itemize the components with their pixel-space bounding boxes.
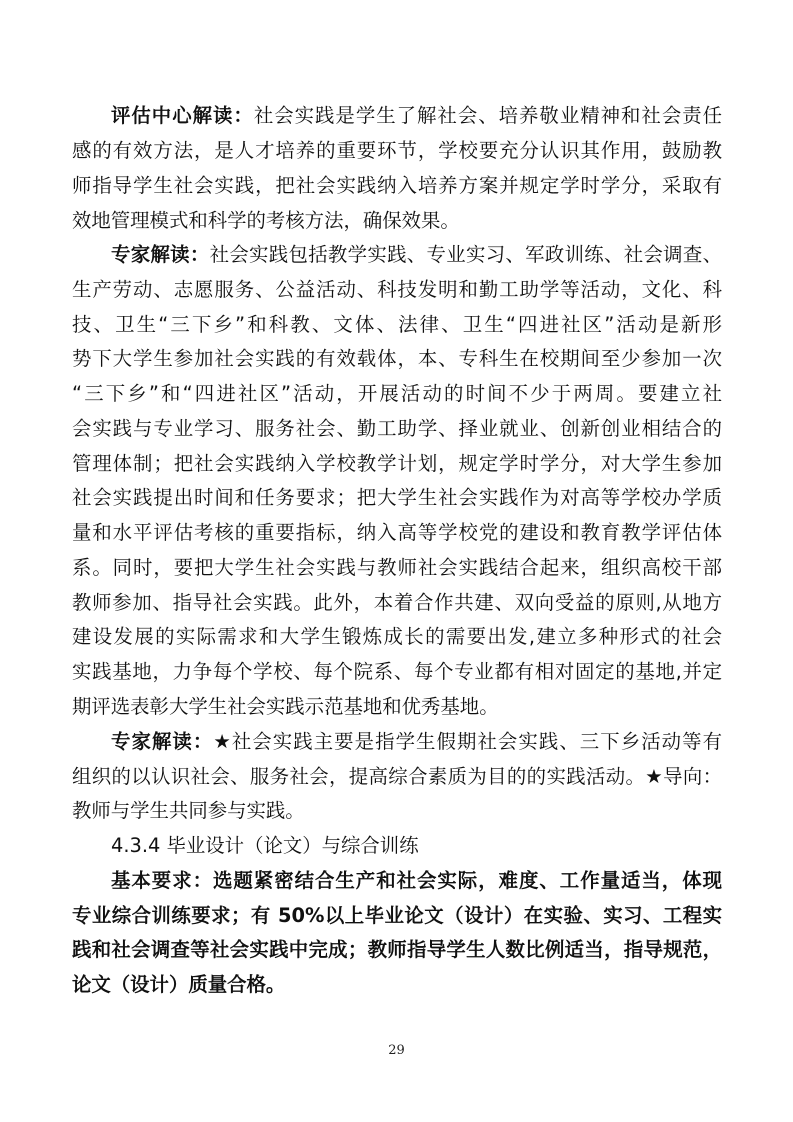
para2-line-6: 会实践与专业学习、服务社会、勤工助学、择业就业、创新创业相结合的 — [72, 417, 722, 440]
para2-label: 专家解读： — [111, 243, 210, 266]
para2-line-10: 系。同时，要把大学生社会实践与教师社会实践结合起来，组织高校干部 — [72, 556, 722, 579]
para2-line-7: 管理体制；把社会实践纳入学校教学计划，规定学时学分，对大学生参加 — [72, 452, 722, 475]
para3-first-text: ★社会实践主要是指学生假期社会实践、三下乡活动等有 — [213, 730, 723, 753]
para2-line-1 — [111, 243, 722, 267]
para2-line-14: 期评选表彰大学生社会实践示范基地和优秀基地。 — [72, 695, 499, 718]
page-number: 29 — [388, 1043, 405, 1058]
para1-line-2: 感的有效方法，是人才培养的重要环节，学校要充分认识其作用，鼓励教 — [72, 139, 722, 162]
para3-line-1 — [111, 730, 722, 754]
para2-line-3: 技、卫生“三下乡”和科教、文体、法律、卫生“四进社区”活动是新形 — [72, 313, 722, 336]
para2-line-4: 势下大学生参加社会实践的有效载体，本、专科生在校期间至少参加一次 — [72, 347, 722, 370]
para1-line-4: 效地管理模式和科学的考核方法，确保效果。 — [72, 209, 460, 232]
para1-label: 评估中心解读： — [111, 104, 254, 127]
para1-line-3: 师指导学生社会实践，把社会实践纳入培养方案并规定学时学分，采取有 — [72, 174, 722, 197]
para4-line-1: 基本要求：选题紧密结合生产和社会实际，难度、工作量适当，体现 — [111, 869, 722, 892]
para1-line-1 — [111, 104, 722, 128]
para2-line-13: 实践基地，力争每个学校、每个院系、每个专业都有相对固定的基地,并定 — [72, 660, 722, 683]
para4-line-2: 专业综合训练要求；有 50%以上毕业论文（设计）在实验、实习、工程实 — [72, 904, 722, 927]
para1-first-text: 社会实践是学生了解社会、培养敬业精神和社会责任 — [253, 104, 723, 127]
para2-line-2: 生产劳动、志愿服务、公益活动、科技发明和勤工助学等活动，文化、科 — [72, 278, 722, 301]
para2-line-8: 社会实践提出时间和任务要求；把大学生社会实践作为对高等学校办学质 — [72, 486, 722, 509]
section-heading: 4.3.4 毕业设计（论文）与综合训练 — [111, 834, 419, 857]
para2-line-11: 教师参加、指导社会实践。此外，本着合作共建、双向受益的原则,从地方 — [72, 591, 722, 614]
para2-first-text: 社会实践包括教学实践、专业实习、军政训练、社会调查、 — [209, 243, 723, 266]
para3-line-2: 组织的以认识社会、服务社会，提高综合素质为目的的实践活动。★导向： — [72, 765, 722, 788]
para2-line-5: “三下乡”和“四进社区”活动，开展活动的时间不少于两周。要建立社 — [72, 382, 722, 405]
para3-line-3: 教师与学生共同参与实践。 — [72, 799, 305, 822]
para4-line-3: 践和社会调查等社会实践中完成；教师指导学生人数比例适当，指导规范， — [72, 938, 722, 961]
para3-label: 专家解读： — [111, 730, 214, 753]
para2-line-9: 量和水平评估考核的重要指标，纳入高等学校党的建设和教育教学评估体 — [72, 521, 722, 544]
para4-line-4: 论文（设计）质量合格。 — [72, 973, 286, 996]
para2-line-12: 建设发展的实际需求和大学生锻炼成长的需要出发,建立多种形式的社会 — [72, 625, 722, 648]
